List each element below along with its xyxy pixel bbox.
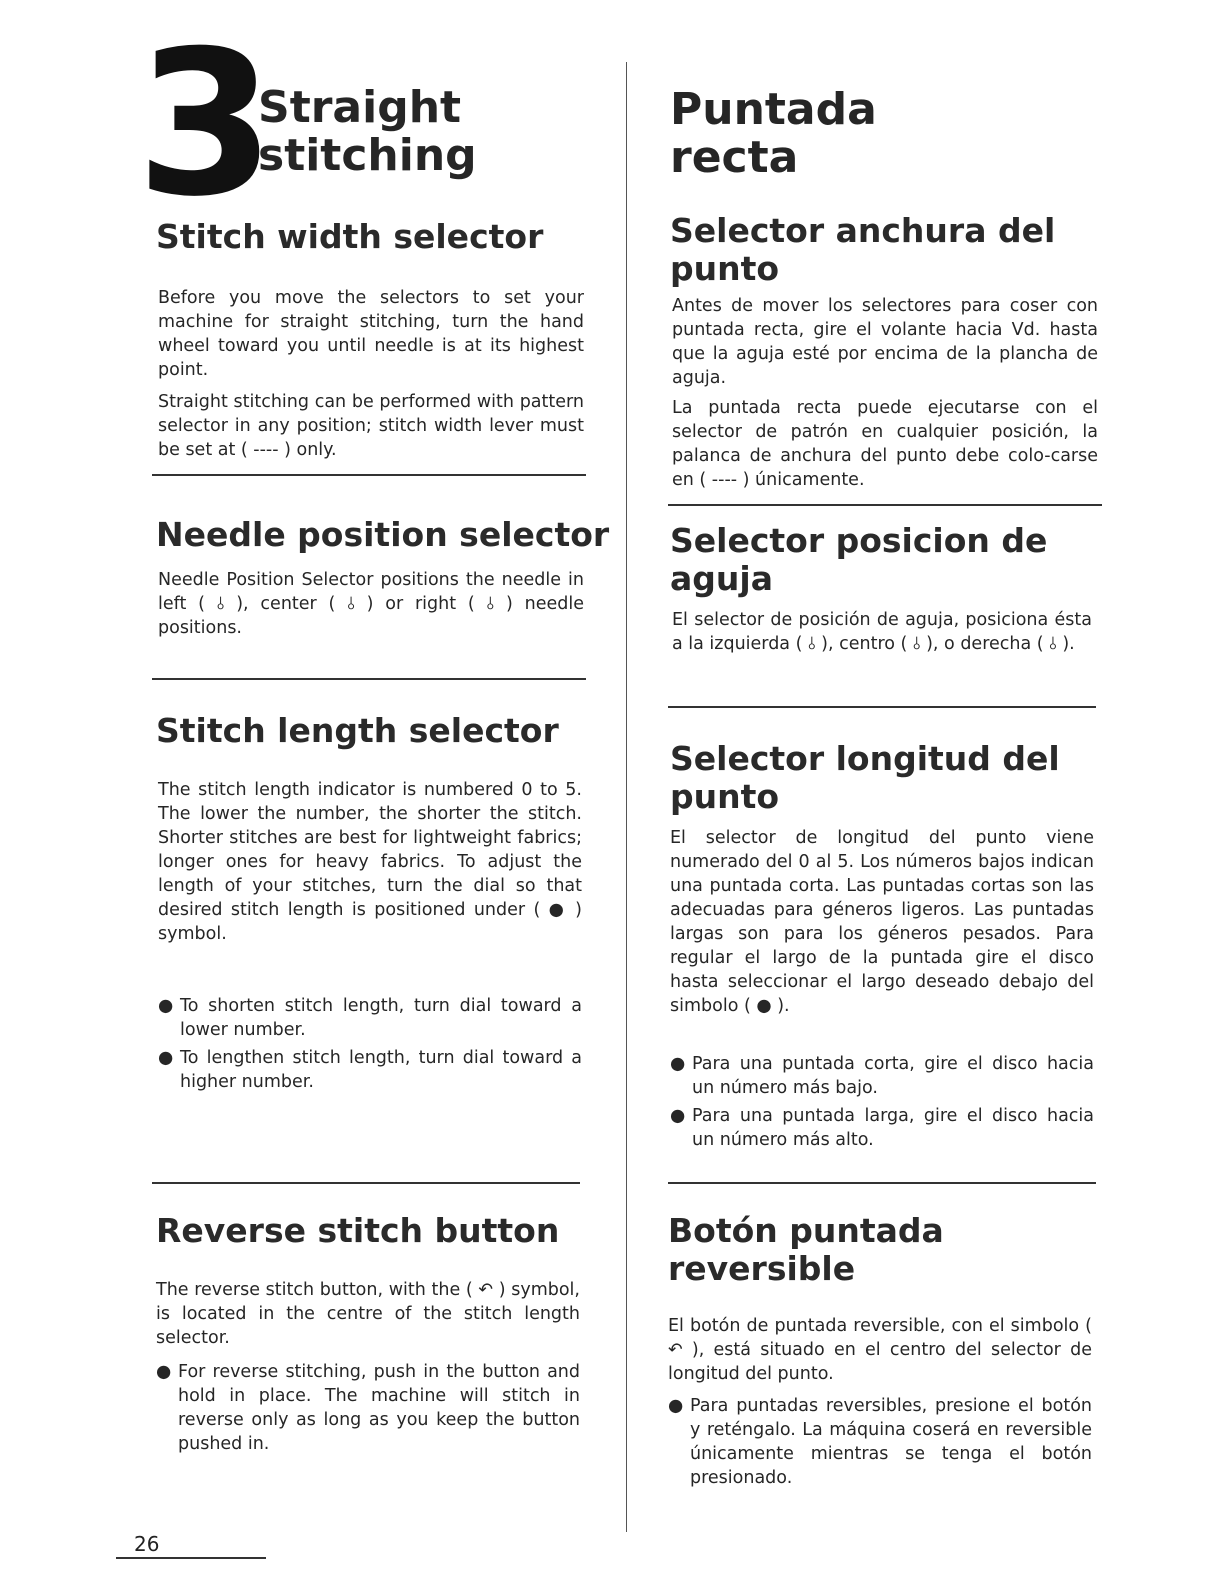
selector-longitud-heading: Selector longitud del punto bbox=[670, 739, 1060, 816]
selector-posicion-heading: Selector posicion de aguja bbox=[670, 521, 1048, 598]
section-divider bbox=[152, 1182, 580, 1184]
stitch-width-paragraph-2: Straight stitching can be performed with pattern selector in any position; stitch width lever must be set at ( ---- ) only. bbox=[158, 392, 584, 460]
selector-posicion-paragraph: El selector de posición de aguja, posiciona ésta a la izquierda ( ⫰ ), centro ( ⫰ ), o derecha ( ⫰ ). bbox=[672, 610, 1092, 654]
section-divider bbox=[668, 504, 1102, 506]
bullet-icon: ● bbox=[156, 1362, 172, 1382]
section-divider bbox=[668, 1182, 1096, 1184]
bullet-icon: ● bbox=[670, 1054, 686, 1074]
bullet-icon: ● bbox=[670, 1106, 686, 1126]
selector-longitud-bullet-list bbox=[670, 1052, 1094, 1156]
selector-anchura-paragraph-1: Antes de mover los selectores para coser con puntada recta, gire el volante hacia Vd. hasta que la aguja esté por encima de la plancha de aguja. bbox=[672, 296, 1098, 388]
needle-position-heading: Needle position selector bbox=[156, 515, 610, 554]
english-title-line1: Straight bbox=[258, 82, 462, 133]
section-divider bbox=[152, 474, 586, 476]
section-divider bbox=[668, 706, 1096, 708]
page-number-underline bbox=[116, 1557, 266, 1559]
selector-longitud-paragraph: El selector de longitud del punto viene numerado del 0 al 5. Los números bajos indican una puntada corta. Las puntadas cortas son las adecuadas para géneros ligeros. Las puntadas largas son para los géneros pesados. Para regular el largo de la puntada gire el disco hasta seleccionar el largo deseado debajo del simbolo ( ● ). bbox=[670, 828, 1094, 1016]
needle-position-paragraph: Needle Position Selector positions the needle in left ( ⫰ ), center ( ⫰ ) or right ( ⫰ ) needle positions. bbox=[158, 570, 584, 638]
list-item: ● Para una puntada larga, gire el disco hacia un número más alto. bbox=[670, 1106, 1094, 1150]
boton-reversible-bullet-list bbox=[668, 1394, 1092, 1494]
boton-reversible-paragraph: El botón de puntada reversible, con el simbolo ( ↶ ), está situado en el centro del selector de longitud del punto. bbox=[668, 1316, 1092, 1384]
page-number: 26 bbox=[134, 1532, 160, 1556]
bullet-icon: ● bbox=[158, 1048, 174, 1068]
list-item: ● To lengthen stitch length, turn dial toward a higher number. bbox=[158, 1048, 582, 1092]
stitch-width-paragraph-1: Before you move the selectors to set your machine for straight stitching, turn the hand wheel toward you until needle is at its highest point. bbox=[158, 288, 584, 380]
stitch-length-bullet-list bbox=[158, 994, 582, 1098]
list-item: ● To shorten stitch length, turn dial toward a lower number. bbox=[158, 996, 582, 1040]
chapter-number: 3 bbox=[136, 8, 272, 241]
spanish-title bbox=[670, 86, 877, 182]
selector-anchura-heading: Selector anchura del punto bbox=[670, 211, 1056, 288]
list-item: ● Para puntadas reversibles, presione el botón y reténgalo. La máquina coserá en reversible únicamente mientras se tenga el botón presionado. bbox=[668, 1396, 1092, 1488]
stitch-length-heading: Stitch length selector bbox=[156, 711, 559, 750]
english-title-line2: stitching bbox=[258, 130, 477, 181]
section-divider bbox=[152, 678, 586, 680]
spanish-title-line2: recta bbox=[670, 132, 799, 183]
selector-anchura-paragraph-2: La puntada recta puede ejecutarse con el selector de patrón en cualquier posición, la palanca de anchura del punto debe colo-carse en ( ---- ) únicamente. bbox=[672, 398, 1098, 490]
english-title bbox=[258, 84, 477, 180]
reverse-stitch-paragraph: The reverse stitch button, with the ( ↶ ) symbol, is located in the centre of the stitch length selector. bbox=[156, 1280, 580, 1348]
stitch-width-heading: Stitch width selector bbox=[156, 217, 544, 256]
bullet-icon: ● bbox=[668, 1396, 684, 1416]
column-divider bbox=[626, 62, 627, 1532]
spanish-title-line1: Puntada bbox=[670, 84, 877, 135]
boton-reversible-heading: Botón puntada reversible bbox=[668, 1211, 944, 1288]
bullet-icon: ● bbox=[158, 996, 174, 1016]
list-item: ● Para una puntada corta, gire el disco hacia un número más bajo. bbox=[670, 1054, 1094, 1098]
list-item: ● For reverse stitching, push in the button and hold in place. The machine will stitch in reverse only as long as you keep the button pushed in. bbox=[156, 1362, 580, 1454]
reverse-stitch-bullet-list bbox=[156, 1360, 580, 1460]
stitch-length-paragraph: The stitch length indicator is numbered 0 to 5. The lower the number, the shorter the stitch. Shorter stitches are best for lightweight fabrics; longer ones for heavy fabrics. To adjust the length of your stitches, turn the dial so that desired stitch length is positioned under ( ● ) symbol. bbox=[158, 780, 582, 944]
reverse-stitch-heading: Reverse stitch button bbox=[156, 1211, 560, 1250]
